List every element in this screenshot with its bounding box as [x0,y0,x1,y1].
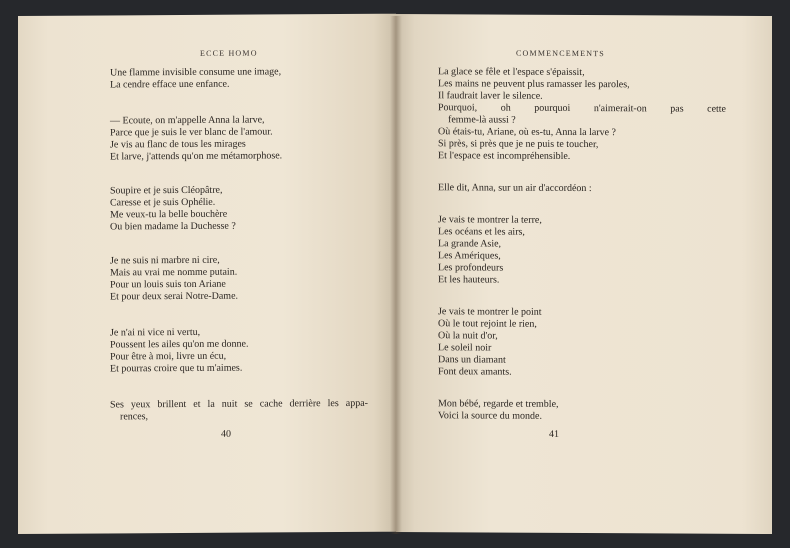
poem-line: Parce que je suis le ver blanc de l'amour. [110,126,273,139]
right-page [396,14,772,534]
poem-line: Poussent les ailes qu'on me donne. [110,338,249,351]
poem-line: rences, [120,411,149,423]
poem-line: La cendre efface une enfance. [110,78,230,91]
poem-line: Où étais-tu, Ariane, où es-tu, Anna la larve ? [438,126,616,139]
left-running-header: ECCE HOMO [200,48,258,58]
poem-line: Une flamme invisible consume une image, [110,66,282,79]
poem-line: Voici la source du monde. [438,410,542,422]
poem-line: Je vais te montrer le point [438,306,542,318]
poem-line: La grande Asie, [438,238,502,250]
poem-line: Les profondeurs [438,262,504,274]
poem-line: Et pour deux serai Notre-Dame. [110,290,239,303]
left-page [18,14,396,534]
poem-line: Pour être à moi, livre un écu, [110,350,227,363]
left-page-number: 40 [221,428,231,440]
poem-line: Et pourras croire que tu m'aimes. [110,362,243,375]
book-gutter [390,16,402,534]
poem-line: Je ne suis ni marbre ni cire, [110,254,220,267]
poem-line: Pourquoi, oh pourquoi n'aimerait-on pas cette [438,102,726,115]
poem-line: Le soleil noir [438,342,492,354]
poem-line: Ses yeux brillent et la nuit se cache derrière les appa- [110,397,368,411]
poem-line: Il faudrait laver le silence. [438,90,543,102]
poem-line: Me veux-tu la belle bouchère [110,208,228,221]
poem-line: Mais au vrai me nomme putain. [110,266,238,279]
poem-line: Pour un louis suis ton Ariane [110,278,226,291]
poem-line: — Ecoute, on m'appelle Anna la larve, [110,114,265,127]
poem-line: Et larve, j'attends qu'on me métamorphose. [110,150,283,163]
poem-line: Caresse et je suis Ophélie. [110,196,216,209]
poem-line: Je vis au flanc de tous les mirages [110,138,246,151]
poem-line: Les Amériques, [438,250,501,262]
right-running-header: COMMENCEMENTS [516,48,605,59]
poem-line: Je vais te montrer la terre, [438,214,542,226]
poem-line: Et l'espace est incompréhensible. [438,150,571,162]
poem-line: Où la nuit d'or, [438,330,498,342]
poem-line: Les océans et les airs, [438,226,525,238]
book-spread [18,16,774,534]
poem-line: Elle dit, Anna, sur un air d'accordéon : [438,182,592,195]
poem-line: Mon bébé, regarde et tremble, [438,398,559,410]
right-page-number: 41 [549,428,559,440]
poem-line: La glace se fêle et l'espace s'épaissit, [438,66,585,79]
poem-line: Soupire et je suis Cléopâtre, [110,184,223,197]
poem-line: femme-là aussi ? [448,114,516,126]
poem-line: Font deux amants. [438,366,512,378]
poem-line: Ou bien madame la Duchesse ? [110,220,236,233]
poem-line: Je n'ai ni vice ni vertu, [110,326,201,339]
poem-line: Les mains ne peuvent plus ramasser les paroles, [438,78,630,91]
poem-line: Dans un diamant [438,354,506,366]
poem-line: Et les hauteurs. [438,274,500,286]
poem-line: Où le tout rejoint le rien, [438,318,537,330]
poem-line: Si près, si près que je ne puis te toucher, [438,138,599,151]
